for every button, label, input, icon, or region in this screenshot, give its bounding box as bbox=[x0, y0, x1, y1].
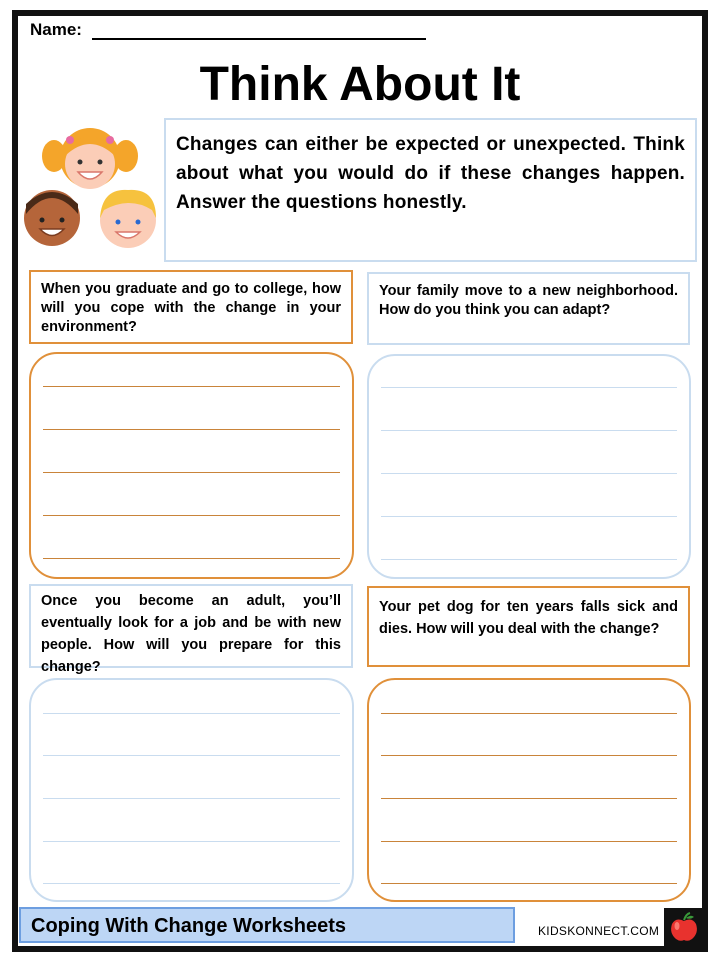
writing-line[interactable] bbox=[381, 473, 677, 474]
apple-logo-icon bbox=[664, 908, 704, 946]
girl-face-icon bbox=[42, 128, 138, 189]
name-input-line[interactable] bbox=[92, 38, 426, 40]
writing-line[interactable] bbox=[381, 387, 677, 388]
writing-line[interactable] bbox=[381, 798, 677, 799]
question-3: Once you become an adult, you’ll eventually look for a job and be with new people. How will you prepare for this change? bbox=[29, 584, 353, 668]
writing-line[interactable] bbox=[43, 755, 340, 756]
site-name: KIDSKONNECT.COM bbox=[538, 924, 660, 938]
answer-box-4[interactable] bbox=[367, 678, 691, 902]
writing-line[interactable] bbox=[381, 559, 677, 560]
question-1: When you graduate and go to college, how will you cope with the change in your environment? bbox=[29, 270, 353, 344]
writing-line[interactable] bbox=[381, 755, 677, 756]
writing-line[interactable] bbox=[43, 386, 340, 387]
answer-box-2[interactable] bbox=[367, 354, 691, 579]
boy-face-icon bbox=[100, 190, 156, 248]
writing-line[interactable] bbox=[43, 558, 340, 559]
writing-line[interactable] bbox=[381, 516, 677, 517]
intro-instructions: Changes can either be expected or unexpected. Think about what you would do if these changes happen. Answer the questions honestly. bbox=[164, 118, 697, 262]
name-label: Name: bbox=[30, 20, 82, 39]
writing-line[interactable] bbox=[43, 713, 340, 714]
writing-line[interactable] bbox=[43, 883, 340, 884]
apple-logo-box bbox=[664, 908, 704, 946]
writing-line[interactable] bbox=[381, 841, 677, 842]
writing-line[interactable] bbox=[43, 515, 340, 516]
question-2: Your family move to a new neighborhood. How do you think you can adapt? bbox=[367, 272, 690, 345]
writing-line[interactable] bbox=[43, 472, 340, 473]
writing-line[interactable] bbox=[381, 883, 677, 884]
boy-face-icon bbox=[24, 190, 80, 246]
writing-line[interactable] bbox=[381, 430, 677, 431]
answer-box-3[interactable] bbox=[29, 678, 354, 902]
page-title: Think About It bbox=[199, 58, 521, 111]
writing-line[interactable] bbox=[381, 713, 677, 714]
answer-box-1[interactable] bbox=[29, 352, 354, 579]
writing-line[interactable] bbox=[43, 798, 340, 799]
question-4: Your pet dog for ten years falls sick and dies. How will you deal with the change? bbox=[367, 586, 690, 667]
kids-faces-illustration bbox=[18, 126, 164, 252]
writing-line[interactable] bbox=[43, 429, 340, 430]
worksheet-series-title: Coping With Change Worksheets bbox=[19, 907, 515, 943]
writing-line[interactable] bbox=[43, 841, 340, 842]
